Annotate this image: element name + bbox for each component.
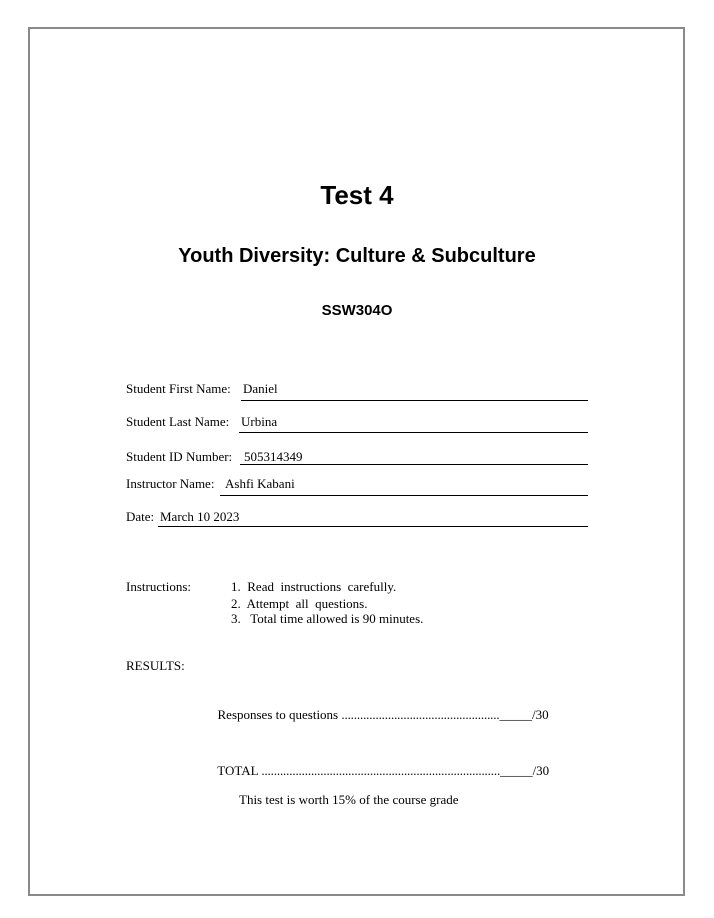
date-underline <box>158 526 588 527</box>
instructions-label: Instructions: <box>126 579 191 594</box>
student-id-value: 505314349 <box>244 449 303 464</box>
responses-label: Responses to questions <box>217 707 342 722</box>
total-dots: ............................................................................. <box>261 763 501 778</box>
footer-note: This test is worth 15% of the course grade <box>239 792 459 807</box>
responses-score: _____/30 <box>499 707 549 722</box>
results-label: RESULTS: <box>126 658 185 673</box>
student-first-name-value: Daniel <box>243 381 278 396</box>
student-last-name-field <box>126 414 588 434</box>
student-last-name-underline <box>239 432 588 433</box>
date-value: March 10 2023 <box>160 509 240 524</box>
student-id-field <box>126 449 588 469</box>
date-label: Date: <box>126 509 155 524</box>
course-subtitle: Youth Diversity: Culture & Subculture <box>178 245 536 267</box>
total-score: _____/30 <box>500 763 550 778</box>
course-code: SSW304O <box>321 302 393 319</box>
instructor-name-underline <box>220 495 588 496</box>
student-first-name-field <box>126 381 588 401</box>
student-id-label: Student ID Number: <box>126 449 233 464</box>
instruction-item: 3. Total time allowed is 90 minutes. <box>231 611 424 626</box>
student-first-name-label: Student First Name: <box>126 381 231 396</box>
student-first-name-underline <box>241 400 588 401</box>
responses-row <box>211 691 549 723</box>
student-id-underline <box>240 464 588 465</box>
instruction-item: 1. Read instructions carefully. <box>231 579 397 594</box>
instructor-name-field <box>126 476 588 496</box>
test-title: Test 4 <box>320 180 394 210</box>
student-last-name-label: Student Last Name: <box>126 414 230 429</box>
student-last-name-value: Urbina <box>241 414 278 429</box>
total-label: TOTAL <box>217 763 262 778</box>
responses-dots: ................................................... <box>341 707 500 722</box>
instructor-name-label: Instructor Name: <box>126 476 215 491</box>
total-row <box>211 747 549 779</box>
instructor-name-value: Ashfi Kabani <box>225 476 295 491</box>
date-field <box>126 509 588 529</box>
instruction-item: 2. Attempt all questions. <box>231 596 368 611</box>
